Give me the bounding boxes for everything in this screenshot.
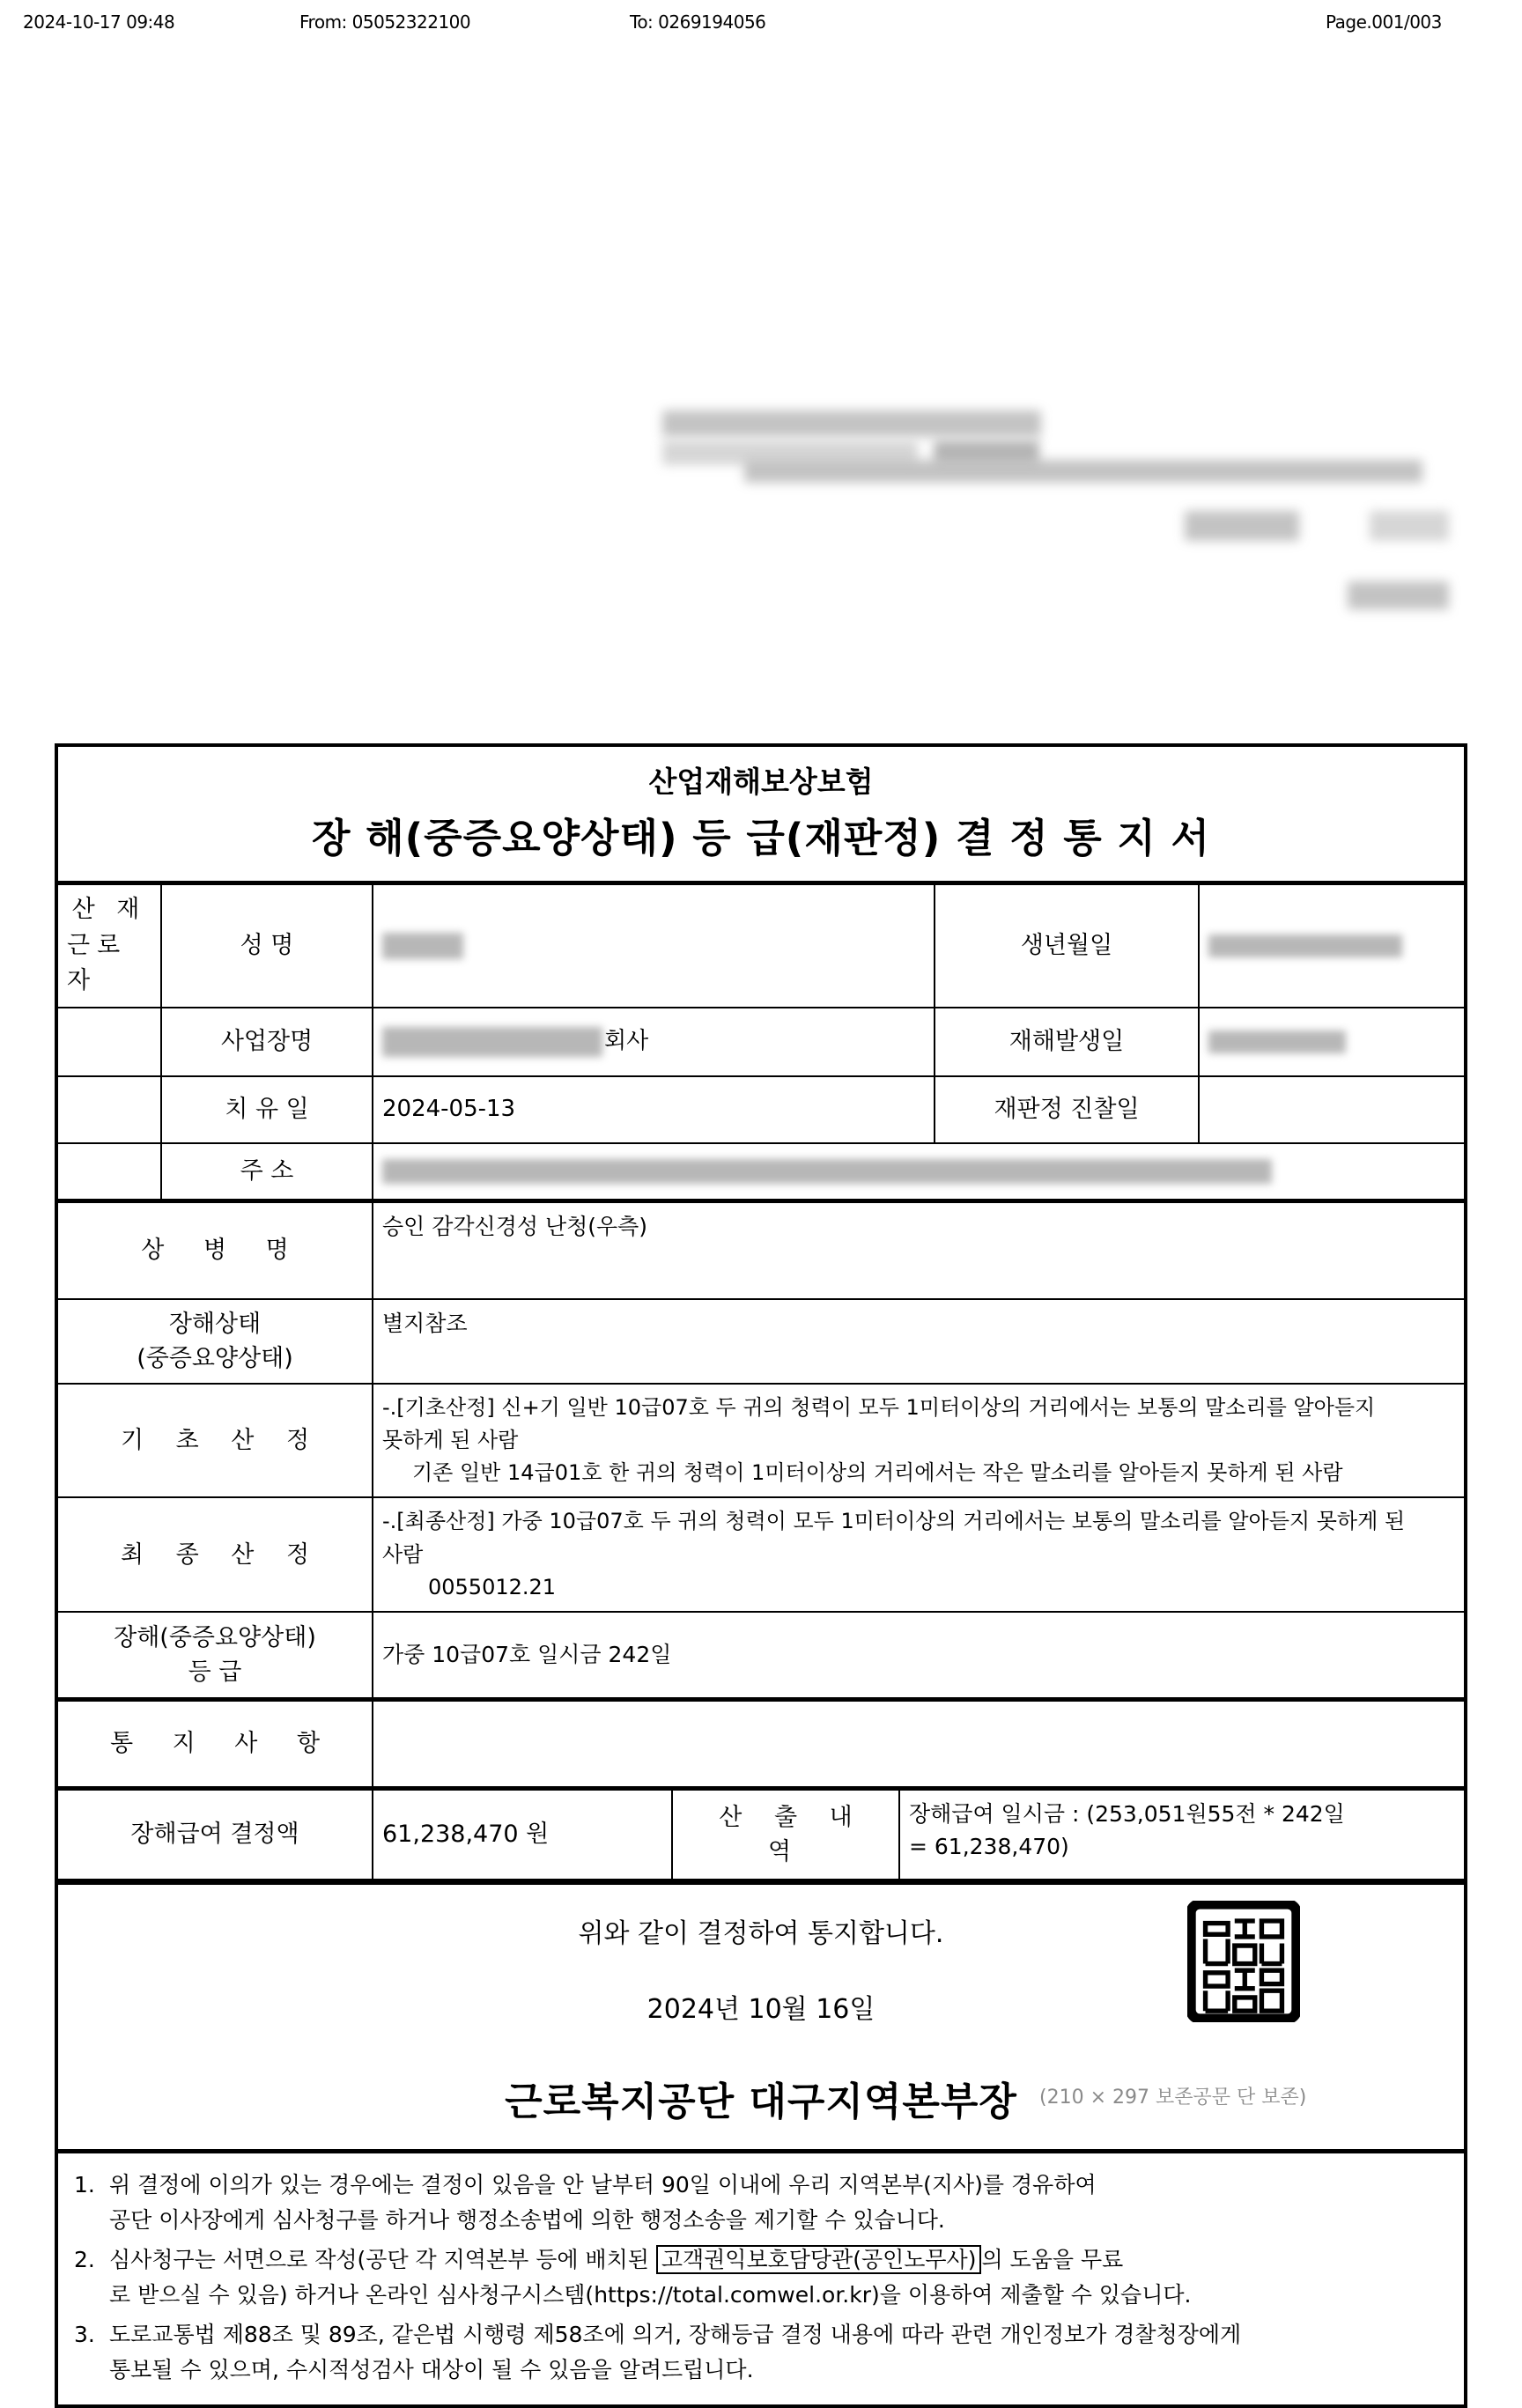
basic-calculation-line-1: -.[기초산정] 신+기 일반 10급07호 두 귀의 청력이 모두 1미터이상의 거리에서는 보통의 말소리를 알아듣지 (382, 1394, 1376, 1420)
final-calculation-label-text: 최 종 산 정 (120, 1540, 322, 1569)
disability-state-value: 별지참조 (382, 1310, 468, 1336)
footnote-text (109, 2242, 1448, 2314)
worker-row-company (58, 1008, 1464, 1077)
diagnosis-value: 승인 감각신경성 난청(우측) (382, 1213, 648, 1239)
grade-label-line1: 장해(중증요양상태) (114, 1623, 316, 1651)
basic-calculation-value (373, 1385, 1464, 1497)
grade-label-line2: 등 급 (188, 1658, 242, 1686)
official-seal-icon (1187, 1901, 1300, 2022)
footnote-text-part: 심사청구는 서면으로 작성(공단 각 지역본부 등에 배치된 (109, 2246, 649, 2272)
birth-label: 생년월일 (935, 885, 1200, 1007)
basic-calculation-line-3: 기존 일반 14급01호 한 귀의 청력이 1미터이상의 거리에서는 작은 말소리를 알아듣지 못하게 된 사람 (412, 1460, 1343, 1486)
redacted-accident-date (1208, 1030, 1346, 1053)
document-title-block (58, 747, 1464, 885)
redaction-bar (1348, 581, 1449, 609)
fax-to: To: 0269194056 (630, 11, 766, 33)
redacted-company-name (382, 1027, 602, 1057)
notice-label-text: 통 지 사 항 (109, 1730, 336, 1758)
redacted-birthdate (1208, 934, 1402, 957)
diagnosis-row (58, 1203, 1464, 1300)
footnote-number: 1. (74, 2171, 95, 2197)
worker-section-label-line1: 산 재 (71, 896, 147, 923)
notice-value (373, 1702, 1464, 1786)
footnote-text (109, 2168, 1448, 2239)
calc-detail-label-text: 산 출 내 역 (719, 1803, 865, 1865)
worker-section-spacer (58, 1077, 162, 1142)
calc-detail-line-2: = 61,238,470) (909, 1834, 1069, 1860)
amount-label: 장해급여 결정액 (58, 1791, 373, 1879)
reexam-date-value (1200, 1077, 1464, 1142)
final-calculation-value (373, 1498, 1464, 1611)
name-value (373, 885, 935, 1007)
signature-date: 2024년 10월 16일 (646, 1993, 876, 2025)
worker-section-spacer (58, 1144, 162, 1199)
company-suffix: 회사 (604, 1027, 649, 1054)
calc-detail-value (900, 1791, 1464, 1879)
final-calculation-row (58, 1498, 1464, 1613)
footnote-text-part: 의 도움을 무료 (981, 2246, 1124, 2272)
footnote-number: 3. (74, 2321, 95, 2347)
cure-date-label: 치 유 일 (162, 1077, 373, 1142)
footnote-line (109, 2242, 1448, 2279)
worker-row-cure-date (58, 1077, 1464, 1144)
footnote-item (74, 2242, 1448, 2314)
redacted-name (382, 933, 463, 959)
diagnosis-label-text: 상 병 명 (141, 1236, 305, 1264)
redaction-bar (662, 410, 1041, 437)
accident-date-value (1200, 1008, 1464, 1075)
basic-calculation-label-text: 기 초 산 정 (120, 1426, 322, 1454)
footnote-text (109, 2317, 1448, 2389)
worker-row-address (58, 1144, 1464, 1203)
address-value (373, 1144, 1464, 1199)
page-footer-note: (210 × 297 보존공문 단 보존) (1039, 2087, 1307, 2109)
company-value (373, 1008, 935, 1075)
notice-label (58, 1702, 373, 1786)
footnote-item (74, 2168, 1448, 2239)
disability-state-label (58, 1300, 373, 1383)
worker-section-label-line2: 근로자 (67, 931, 128, 994)
name-label: 성 명 (162, 885, 373, 1007)
document-title: 장 해(중증요양상태) 등 급(재판정) 결 정 통 지 서 (311, 815, 1211, 861)
redacted-recipient-block (0, 0, 1522, 740)
basic-calculation-label (58, 1385, 373, 1497)
grade-row (58, 1613, 1464, 1702)
cure-date-value: 2024-05-13 (373, 1077, 935, 1142)
company-label: 사업장명 (162, 1008, 373, 1075)
worker-section-spacer (58, 1008, 162, 1075)
fax-from: From: 05052322100 (299, 11, 471, 33)
calc-detail-line-1: 장해급여 일시금 : (253,051원55전 * 242일 (909, 1800, 1345, 1827)
address-label: 주 소 (162, 1144, 373, 1199)
footnote-number: 2. (74, 2246, 95, 2272)
redaction-bar (1185, 511, 1299, 541)
notice-document (55, 743, 1467, 2408)
grade-value: 가중 10급07호 일시금 242일 (382, 1641, 672, 1667)
accident-date-label: 재해발생일 (935, 1008, 1200, 1075)
basic-calculation-line-2: 못하게 된 사람 (382, 1427, 519, 1452)
document-subtitle: 산업재해보상보험 (648, 765, 874, 799)
fax-page: Page.001/003 (1326, 11, 1442, 33)
footnotes (58, 2149, 1464, 2404)
notice-row (58, 1702, 1464, 1791)
worker-row-name (58, 885, 1464, 1008)
reexam-date-label: 재판정 진찰일 (935, 1077, 1200, 1142)
ombudsman-highlight: 고객권익보호담당관(공인노무사) (656, 2245, 982, 2274)
final-calculation-label (58, 1498, 373, 1611)
disability-state-label-line2: (중증요양상태) (137, 1344, 293, 1372)
final-calculation-line-2: 사람 (382, 1541, 424, 1567)
footnote-line: 공단 이사장에게 심사청구를 하거나 행정소송법에 의한 행정소송을 제기할 수 있습니다. (109, 2207, 945, 2234)
worker-section-label (58, 885, 162, 1007)
redaction-bar (934, 440, 1039, 463)
issuing-organization: 근로복지공단 대구지역본부장 (505, 2079, 1017, 2124)
calc-detail-label (673, 1791, 900, 1879)
diagnosis-label (58, 1203, 373, 1298)
footnote-line: 로 받으실 수 있음) 하거나 온라인 심사청구시스템(https://total.comwel.or.kr)을 이용하여 제출할 수 있습니다. (109, 2282, 1192, 2308)
footnote-item (74, 2317, 1448, 2389)
signature-statement: 위와 같이 결정하여 통지합니다. (578, 1917, 944, 1949)
basic-calculation-row (58, 1385, 1464, 1499)
disability-state-label-line1: 장해상태 (168, 1310, 262, 1338)
footnote-line: 통보될 수 있으며, 수시적성검사 대상이 될 수 있음을 알려드립니다. (109, 2357, 754, 2383)
redaction-bar (1370, 511, 1449, 541)
footnote-line: 도로교통법 제88조 및 89조, 같은법 시행령 제58조에 의거, 장해등급 결정 내용에 따라 관련 개인정보가 경찰청장에게 (109, 2321, 1242, 2347)
amount-value: 61,238,470 원 (373, 1791, 673, 1879)
grade-label (58, 1613, 373, 1697)
fax-datetime: 2024-10-17 09:48 (23, 11, 175, 33)
amount-row (58, 1791, 1464, 1880)
redacted-address (382, 1159, 1272, 1184)
redaction-bar (744, 460, 1422, 483)
final-calculation-line-1: -.[최종산정] 가중 10급07호 두 귀의 청력이 모두 1미터이상의 거리에서는 보통의 말소리를 알아듣지 못하게 된 (382, 1509, 1406, 1534)
birth-value (1200, 885, 1464, 1007)
disability-state-row (58, 1300, 1464, 1385)
footnote-line: 위 결정에 이의가 있는 경우에는 결정이 있음을 안 날부터 90일 이내에 우리 지역본부(지사)를 경유하여 (109, 2171, 1097, 2197)
final-calculation-code: 0055012.21 (428, 1574, 557, 1599)
